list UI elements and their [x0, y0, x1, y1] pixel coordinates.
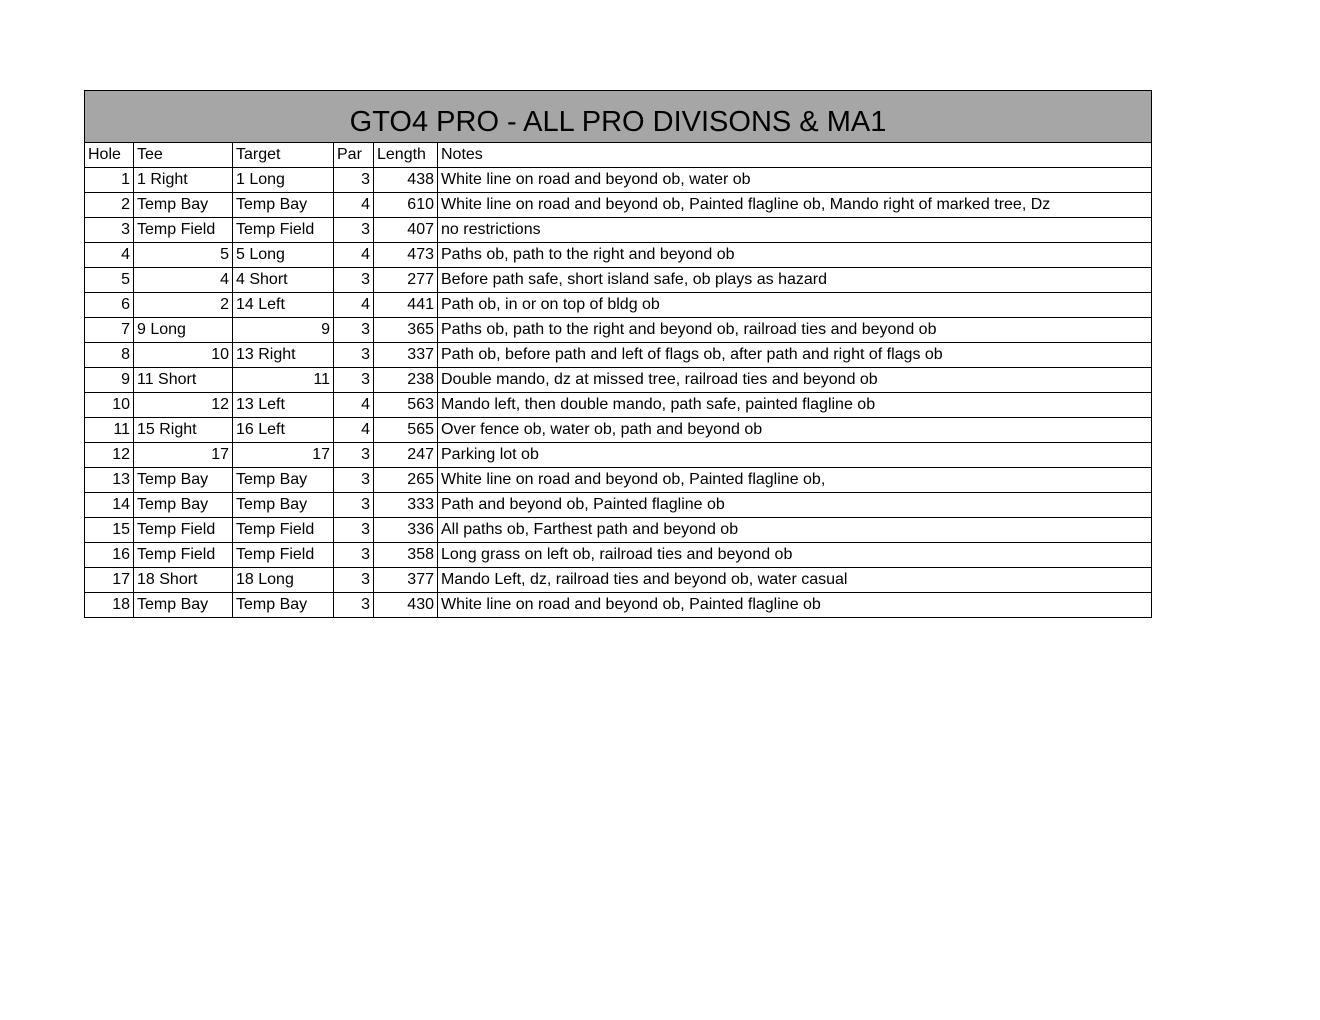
cell-notes: Path and beyond ob, Painted flagline ob [438, 493, 1152, 518]
sheet-title: GTO4 PRO - ALL PRO DIVISONS & MA1 [85, 91, 1152, 143]
cell-target: 11 [233, 368, 334, 393]
cell-tee: Temp Bay [134, 593, 233, 618]
cell-hole: 13 [85, 468, 134, 493]
cell-target: 9 [233, 318, 334, 343]
cell-notes: Paths ob, path to the right and beyond ob, railroad ties and beyond ob [438, 318, 1152, 343]
cell-hole: 10 [85, 393, 134, 418]
cell-target: 16 Left [233, 418, 334, 443]
cell-tee: Temp Bay [134, 468, 233, 493]
cell-length: 407 [374, 218, 438, 243]
cell-notes: Double mando, dz at missed tree, railroad ties and beyond ob [438, 368, 1152, 393]
cell-length: 238 [374, 368, 438, 393]
cell-hole: 8 [85, 343, 134, 368]
cell-par: 3 [334, 443, 374, 468]
title-row [85, 91, 1152, 143]
cell-par: 3 [334, 343, 374, 368]
cell-hole: 17 [85, 568, 134, 593]
table-row [85, 418, 1152, 443]
cell-notes: White line on road and beyond ob, Painted flagline ob, Mando right of marked tree, Dz [438, 193, 1152, 218]
cell-tee: Temp Field [134, 543, 233, 568]
table-row [85, 243, 1152, 268]
cell-notes: White line on road and beyond ob, water ob [438, 168, 1152, 193]
cell-length: 473 [374, 243, 438, 268]
cell-target: 17 [233, 443, 334, 468]
cell-length: 563 [374, 393, 438, 418]
header-target: Target [233, 143, 334, 168]
table-row [85, 443, 1152, 468]
cell-tee: 18 Short [134, 568, 233, 593]
cell-target: 13 Left [233, 393, 334, 418]
cell-length: 441 [374, 293, 438, 318]
cell-par: 3 [334, 368, 374, 393]
header-tee: Tee [134, 143, 233, 168]
cell-target: Temp Field [233, 543, 334, 568]
cell-length: 336 [374, 518, 438, 543]
header-notes: Notes [438, 143, 1152, 168]
cell-tee: 9 Long [134, 318, 233, 343]
cell-notes: Mando left, then double mando, path safe, painted flagline ob [438, 393, 1152, 418]
header-row [85, 143, 1152, 168]
cell-tee: 1 Right [134, 168, 233, 193]
cell-length: 358 [374, 543, 438, 568]
cell-par: 3 [334, 518, 374, 543]
cell-length: 365 [374, 318, 438, 343]
cell-par: 4 [334, 193, 374, 218]
cell-hole: 6 [85, 293, 134, 318]
cell-hole: 14 [85, 493, 134, 518]
cell-hole: 11 [85, 418, 134, 443]
cell-target: Temp Bay [233, 493, 334, 518]
cell-target: 5 Long [233, 243, 334, 268]
cell-par: 4 [334, 418, 374, 443]
table-row [85, 468, 1152, 493]
table-row [85, 293, 1152, 318]
table-row [85, 518, 1152, 543]
table-row [85, 343, 1152, 368]
cell-par: 4 [334, 243, 374, 268]
cell-hole: 18 [85, 593, 134, 618]
course-table [84, 90, 1152, 618]
cell-length: 333 [374, 493, 438, 518]
cell-tee: Temp Bay [134, 193, 233, 218]
table-row [85, 493, 1152, 518]
cell-notes: White line on road and beyond ob, Painted flagline ob [438, 593, 1152, 618]
cell-par: 4 [334, 293, 374, 318]
cell-hole: 4 [85, 243, 134, 268]
cell-target: 1 Long [233, 168, 334, 193]
cell-notes: Path ob, before path and left of flags ob, after path and right of flags ob [438, 343, 1152, 368]
cell-notes: no restrictions [438, 218, 1152, 243]
cell-length: 565 [374, 418, 438, 443]
table-row [85, 168, 1152, 193]
cell-target: 4 Short [233, 268, 334, 293]
cell-notes: Path ob, in or on top of bldg ob [438, 293, 1152, 318]
cell-length: 610 [374, 193, 438, 218]
cell-notes: Over fence ob, water ob, path and beyond ob [438, 418, 1152, 443]
cell-length: 337 [374, 343, 438, 368]
cell-hole: 3 [85, 218, 134, 243]
table-row [85, 268, 1152, 293]
cell-length: 438 [374, 168, 438, 193]
cell-target: Temp Field [233, 218, 334, 243]
cell-par: 3 [334, 218, 374, 243]
cell-hole: 12 [85, 443, 134, 468]
cell-hole: 9 [85, 368, 134, 393]
cell-par: 3 [334, 318, 374, 343]
header-length: Length [374, 143, 438, 168]
cell-tee: 10 [134, 343, 233, 368]
cell-target: Temp Field [233, 518, 334, 543]
cell-hole: 16 [85, 543, 134, 568]
cell-length: 277 [374, 268, 438, 293]
cell-notes: All paths ob, Farthest path and beyond ob [438, 518, 1152, 543]
cell-tee: Temp Field [134, 518, 233, 543]
header-hole: Hole [85, 143, 134, 168]
cell-par: 3 [334, 543, 374, 568]
cell-notes: Parking lot ob [438, 443, 1152, 468]
cell-par: 3 [334, 593, 374, 618]
header-par: Par [334, 143, 374, 168]
table-row [85, 368, 1152, 393]
cell-length: 265 [374, 468, 438, 493]
cell-par: 3 [334, 168, 374, 193]
cell-hole: 7 [85, 318, 134, 343]
table-row [85, 318, 1152, 343]
cell-tee: 5 [134, 243, 233, 268]
cell-target: 14 Left [233, 293, 334, 318]
table-row [85, 393, 1152, 418]
cell-length: 247 [374, 443, 438, 468]
cell-length: 430 [374, 593, 438, 618]
cell-tee: 12 [134, 393, 233, 418]
cell-hole: 1 [85, 168, 134, 193]
cell-hole: 5 [85, 268, 134, 293]
cell-tee: 11 Short [134, 368, 233, 393]
cell-par: 3 [334, 268, 374, 293]
table-row [85, 593, 1152, 618]
cell-target: Temp Bay [233, 468, 334, 493]
cell-tee: Temp Field [134, 218, 233, 243]
cell-notes: Paths ob, path to the right and beyond ob [438, 243, 1152, 268]
cell-hole: 2 [85, 193, 134, 218]
cell-notes: Long grass on left ob, railroad ties and beyond ob [438, 543, 1152, 568]
cell-hole: 15 [85, 518, 134, 543]
cell-notes: Before path safe, short island safe, ob plays as hazard [438, 268, 1152, 293]
cell-target: 13 Right [233, 343, 334, 368]
cell-tee: 17 [134, 443, 233, 468]
cell-notes: White line on road and beyond ob, Painted flagline ob, [438, 468, 1152, 493]
cell-target: Temp Bay [233, 593, 334, 618]
cell-tee: 15 Right [134, 418, 233, 443]
cell-tee: 4 [134, 268, 233, 293]
cell-notes: Mando Left, dz, railroad ties and beyond ob, water casual [438, 568, 1152, 593]
cell-par: 3 [334, 493, 374, 518]
cell-par: 3 [334, 568, 374, 593]
cell-tee: 2 [134, 293, 233, 318]
cell-par: 4 [334, 393, 374, 418]
table-row [85, 193, 1152, 218]
cell-tee: Temp Bay [134, 493, 233, 518]
table-row [85, 543, 1152, 568]
cell-par: 3 [334, 468, 374, 493]
table-row [85, 218, 1152, 243]
cell-target: 18 Long [233, 568, 334, 593]
cell-length: 377 [374, 568, 438, 593]
cell-target: Temp Bay [233, 193, 334, 218]
table-row [85, 568, 1152, 593]
